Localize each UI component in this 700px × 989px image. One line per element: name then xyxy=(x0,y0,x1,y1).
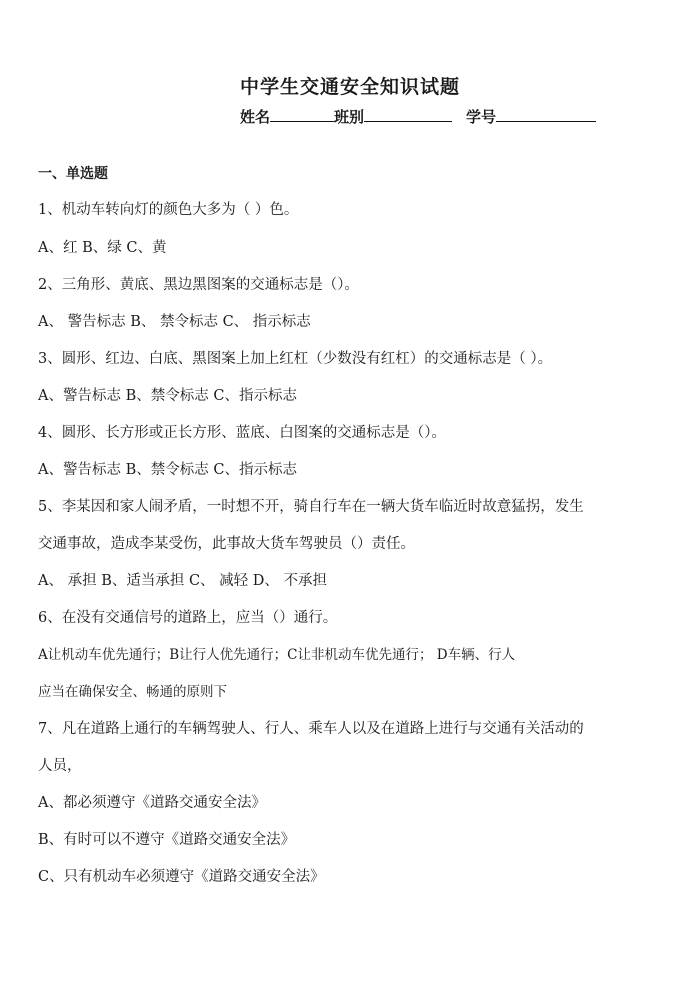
question-5-options: A、 承担 B、适当承担 C、 减轻 D、 不承担 xyxy=(38,573,328,589)
question-7-option-c: C、只有机动车必须遵守《道路交通安全法》 xyxy=(38,869,325,885)
question-5-line-2: 交通事故，造成李某受伤，此事故大货车驾驶员（）责任。 xyxy=(38,536,415,552)
page-title: 中学生交通安全知识试题 xyxy=(239,76,460,98)
student-info-row xyxy=(240,106,660,127)
question-6-options-line-2: 应当在确保安全、畅通的原则下 xyxy=(38,684,227,700)
student-id-label: 学号 xyxy=(466,108,497,126)
class-blank[interactable] xyxy=(364,107,452,122)
question-7-line-1: 7、凡在道路上通行的车辆驾驶人、行人、乘车人以及在道路上进行与交通有关活动的 xyxy=(38,721,584,737)
question-1-options: A、红 B、绿 C、黄 xyxy=(38,240,167,256)
question-7-option-a: A、都必须遵守《道路交通安全法》 xyxy=(38,795,266,811)
question-2: 2、三角形、黄底、黑边黑图案的交通标志是（）。 xyxy=(38,277,359,293)
question-6-options-line-1: A让机动车优先通行；B让行人优先通行；C让非机动车优先通行； D车辆、行人 xyxy=(38,647,516,663)
question-5-line-1: 5、李某因和家人闹矛盾，一时想不开，骑自行车在一辆大货车临近时故意猛拐，发生 xyxy=(38,499,584,515)
question-3-options: A、警告标志 B、禁令标志 C、指示标志 xyxy=(38,388,297,404)
question-4: 4、圆形、长方形或正长方形、蓝底、白图案的交通标志是（）。 xyxy=(38,425,446,441)
question-1: 1、机动车转向灯的颜色大多为（ ）色。 xyxy=(38,202,299,218)
question-7-line-2: 人员， xyxy=(38,758,82,774)
student-id-blank[interactable] xyxy=(496,107,596,122)
question-6: 6、在没有交通信号的道路上，应当（）通行。 xyxy=(38,610,338,626)
question-2-options: A、 警告标志 B、 禁令标志 C、 指示标志 xyxy=(38,314,311,330)
class-label: 班别 xyxy=(334,108,365,126)
section-heading: 一、单选题 xyxy=(38,166,108,182)
name-label: 姓名 xyxy=(240,108,271,126)
name-blank[interactable] xyxy=(270,107,334,122)
question-4-options: A、警告标志 B、禁令标志 C、指示标志 xyxy=(38,462,297,478)
question-3: 3、圆形、红边、白底、黑图案上加上红杠（少数没有红杠）的交通标志是（ ）。 xyxy=(38,351,553,367)
question-7-option-b: B、有时可以不遵守《道路交通安全法》 xyxy=(38,832,296,848)
